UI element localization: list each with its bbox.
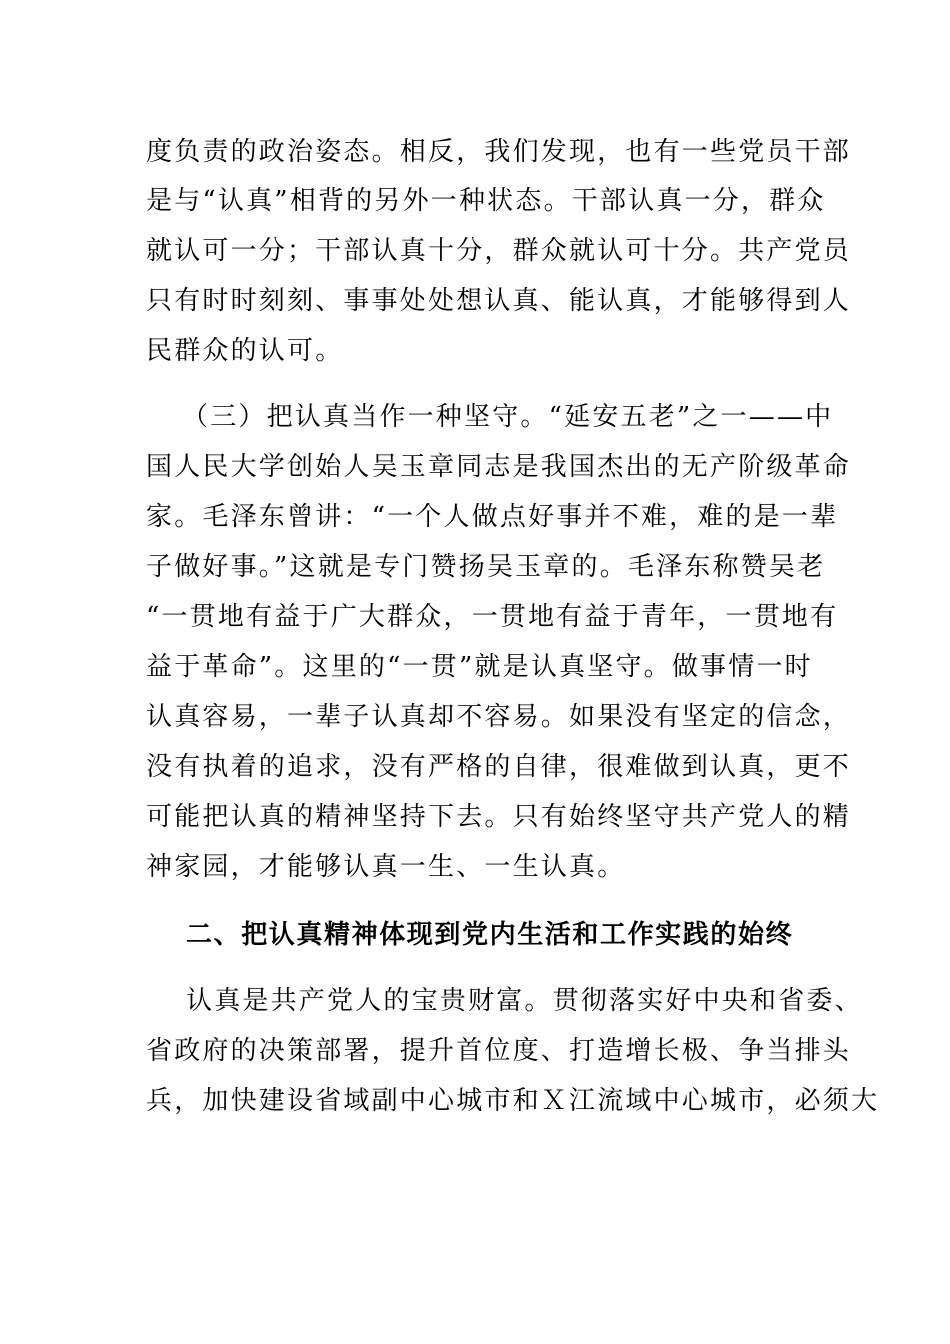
paragraph-2-line-7: 认真容易，一辈子认真却不容易。如果没有坚定的信念， [146, 702, 852, 732]
paragraph-2-line-6: 益于革命”。这里的“一贯”就是认真坚守。做事情一时 [146, 652, 813, 682]
paragraph-1-line-4: 只有时时刻刻、事事处处想认真、能认真，才能够得到人 [146, 286, 852, 316]
paragraph-2-line-2: 国人民大学创始人吴玉章同志是我国杰出的无产阶级革命 [146, 452, 852, 482]
paragraph-2-line-5: “一贯地有益于广大群众，一贯地有益于青年，一贯地有 [146, 602, 839, 632]
paragraph-3-line-3: 兵，加快建设省域副中心城市和Ｘ江流域中心城市，必须大 [146, 1086, 880, 1116]
paragraph-2-line-4: 子做好事。”这就是专门赞扬吴玉章的。毛泽东称赞吴老 [146, 552, 826, 582]
paragraph-2-line-3: 家。毛泽东曾讲：“一个人做点好事并不难，难的是一辈 [146, 502, 839, 532]
paragraph-1-line-2: 是与“认真”相背的另外一种状态。干部认真一分，群众 [146, 186, 826, 216]
paragraph-1-line-3: 就认可一分；干部认真十分，群众就认可十分。共产党员 [146, 236, 852, 266]
paragraph-2-line-10: 神家园，才能够认真一生、一生认真。 [146, 852, 626, 882]
paragraph-2-line-9: 可能把认真的精神坚持下去。只有始终坚守共产党人的精 [146, 802, 852, 832]
paragraph-2-line-1: （三）把认真当作一种坚守。“延安五老”之一——中 [182, 402, 834, 432]
paragraph-3-line-1: 认真是共产党人的宝贵财富。贯彻落实好中央和省委、 [186, 986, 863, 1016]
paragraph-2-line-8: 没有执着的追求，没有严格的自律，很难做到认真，更不 [146, 752, 852, 782]
paragraph-1-line-1: 度负责的政治姿态。相反，我们发现，也有一些党员干部 [146, 137, 852, 167]
paragraph-1-line-5: 民群众的认可。 [146, 336, 344, 366]
paragraph-3-line-2: 省政府的决策部署，提升首位度、打造增长极、争当排头 [146, 1036, 852, 1066]
section-heading: 二、把认真精神体现到党内生活和工作实践的始终 [186, 920, 794, 950]
